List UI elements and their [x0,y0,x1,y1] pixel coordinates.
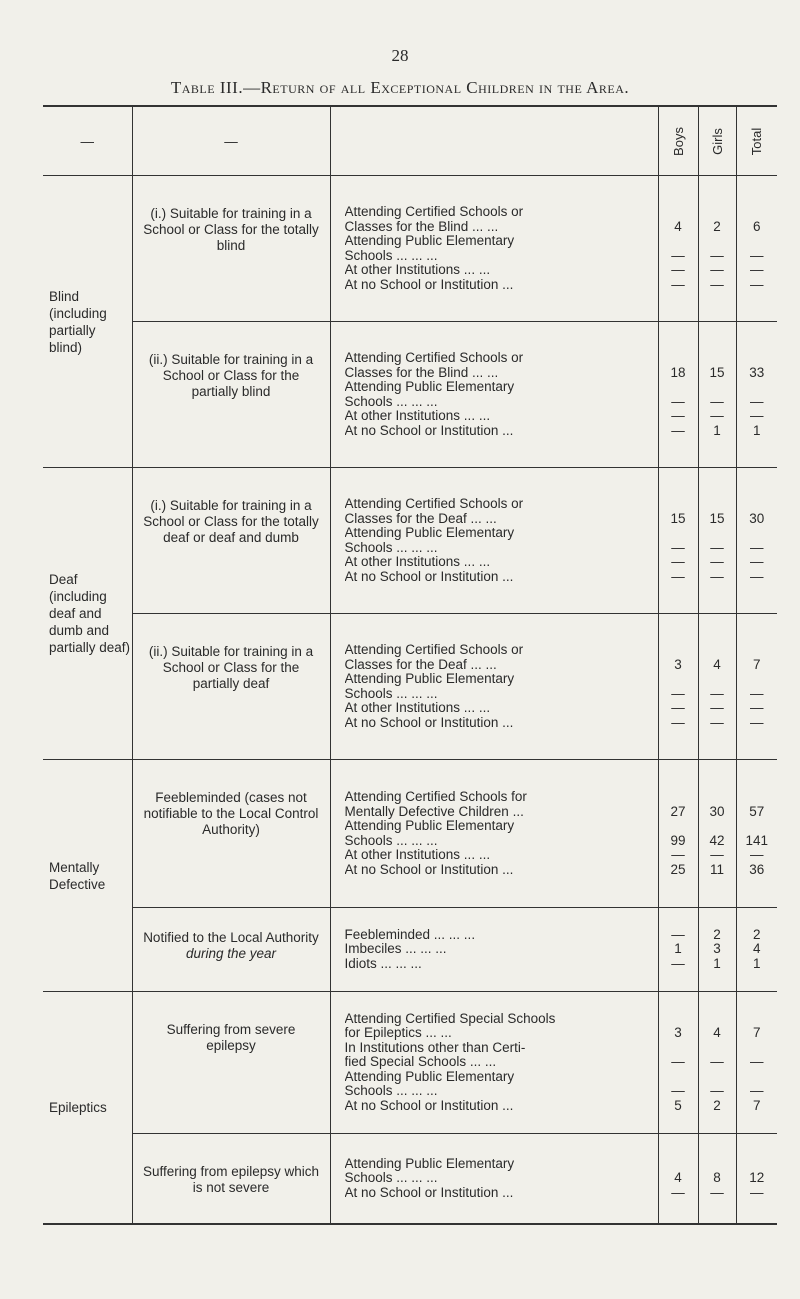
total-values [736,1134,777,1224]
descriptions [330,176,658,322]
boys-values [658,322,698,468]
girls-value: 4 [713,657,721,672]
boys-value: — [671,1055,685,1070]
group-row [43,992,777,1134]
spacer [737,234,778,249]
girls-value: 15 [709,365,725,380]
boys-value: — [671,569,685,584]
descriptions [330,614,658,760]
description-line: At no School or Institution ... [344,569,514,584]
spacer [659,790,698,805]
spacer [737,497,778,512]
boys-values [658,468,698,614]
girls-value: — [710,555,724,569]
spacer [737,205,778,220]
description-line: At other Institutions ... ... [344,555,491,569]
total-value: 6 [752,219,761,234]
girls-value: 2 [713,1098,721,1113]
total-value: 141 [745,833,769,848]
boys-value: 18 [670,365,686,380]
spacer [699,819,736,834]
total-value: — [750,263,764,277]
description-line: Schools ... ... ... [344,1171,438,1185]
spacer [659,1157,698,1172]
boys-value: 4 [674,219,682,234]
boys-value: — [671,1185,685,1200]
table-title [0,78,800,98]
description-line: Classes for the Blind ... ... [344,219,499,234]
girls-values [698,992,736,1134]
total-value: 1 [752,423,761,438]
girls-value: 11 [709,862,724,877]
boys-value: — [671,848,685,862]
boys-value: — [671,394,685,409]
spacer [699,790,736,805]
description-line: Attending Public Elementary [344,526,515,540]
girls-value: — [710,1084,724,1099]
girls-value: 8 [713,1171,721,1185]
boys-value: — [671,956,685,971]
spacer [699,526,736,541]
description-line: Attending Public Elementary [344,380,515,394]
boys-value: 1 [674,942,682,957]
group-row [43,760,777,908]
description-line: In Institutions other than Certi- [344,1040,526,1055]
total-value: — [750,686,764,701]
spacer [659,380,698,395]
girls-value: 1 [713,423,721,438]
spacer [659,526,698,541]
boys-values [658,614,698,760]
description-line: fied Special Schools ... ... [344,1055,497,1070]
boys-value: — [671,248,685,263]
total-values [736,908,777,992]
boys-values [658,760,698,908]
spacer [659,1070,698,1085]
total-value: — [750,1185,764,1200]
description-line: Classes for the Blind ... ... [344,365,499,380]
total-values [736,322,777,468]
total-value: — [750,1055,764,1070]
description-line: Attending Certified Schools or [344,351,524,365]
total-values [736,760,777,908]
boys-values [658,176,698,322]
spacer [699,672,736,687]
description-line: Attending Certified Schools or [344,643,524,657]
group-row [43,176,777,322]
girls-value: 1 [713,956,721,971]
spacer [737,1012,778,1027]
girls-values [698,176,736,322]
spacer [737,672,778,687]
boys-value: 27 [670,804,686,819]
total-value: 7 [752,1026,761,1041]
spacer [737,1041,778,1056]
spacer [699,205,736,220]
group-row [43,322,777,468]
description-line: Schools ... ... ... [344,394,438,409]
total-value: — [750,394,764,409]
boys-values [658,1134,698,1224]
description-line: At other Institutions ... ... [344,848,491,862]
boys-value: 3 [674,1026,682,1041]
description-line: Attending Public Elementary [344,672,515,686]
description-line: Mentally Defective Children ... [344,804,524,819]
exceptional-children-table [43,105,777,1225]
girls-value: 42 [709,833,725,848]
girls-value: 2 [713,927,721,942]
description-line: Schools ... ... ... [344,833,438,848]
group-row [43,614,777,760]
spacer [699,1070,736,1085]
total-value: 2 [752,927,761,942]
boys-value: — [671,555,685,569]
total-values [736,614,777,760]
boys-value: — [671,277,685,292]
descriptions [330,908,658,992]
description-line: At no School or Institution ... [344,715,514,730]
boys-value: — [671,263,685,277]
spacer [737,1070,778,1085]
subgroup-label: (ii.) Suitable for training in a School or Class for the partially deaf [132,614,330,760]
description-line: At other Institutions ... ... [344,701,491,715]
total-value: — [750,540,764,555]
girls-value: 30 [709,804,725,819]
spacer [699,1041,736,1056]
total-values [736,992,777,1134]
spacer [659,1012,698,1027]
boys-value: — [671,715,685,730]
girls-value: — [710,848,724,862]
description-line: Classes for the Deaf ... ... [344,511,497,526]
subgroup-label: Notified to the Local Authority during the year [132,908,330,992]
subgroup-label: Suffering from severe epilepsy [132,992,330,1134]
spacer [659,819,698,834]
category-mental: Mentally Defective [43,760,132,992]
total-values [736,176,777,322]
girls-values [698,468,736,614]
spacer [737,351,778,366]
description-line: Attending Public Elementary [344,234,515,248]
girls-values [698,614,736,760]
description-line: Classes for the Deaf ... ... [344,657,497,672]
description-line: Schools ... ... ... [344,248,438,263]
description-line: Idiots ... ... ... [344,956,422,971]
category-epileptic: Epileptics [43,992,132,1224]
subgroup-label: (i.) Suitable for training in a School or Class for the totally deaf or deaf and dumb [132,468,330,614]
description-line: At no School or Institution ... [344,423,514,438]
boys-value: — [671,1084,685,1099]
description-line: Attending Public Elementary [344,1069,515,1084]
description-line: Attending Certified Schools or [344,205,524,219]
total-value: 7 [752,1098,761,1113]
total-value: — [750,569,764,584]
total-value: — [750,555,764,569]
table-title-text: —Return of all Exceptional Children in the Area. [243,78,630,97]
spacer [699,234,736,249]
description-line: Attending Certified Schools or [344,497,524,511]
girls-value: 2 [713,219,721,234]
descriptions [330,322,658,468]
boys-value: 4 [674,1171,682,1185]
spacer [659,205,698,220]
description-line: Imbeciles ... ... ... [344,942,447,957]
header-total: Total [736,106,777,176]
boys-value: 3 [674,657,682,672]
spacer [659,643,698,658]
spacer [699,1012,736,1027]
total-value: — [750,701,764,715]
description-line: Attending Certified Schools for [344,790,527,804]
spacer [699,497,736,512]
girls-value: 3 [713,942,721,957]
girls-value: 4 [713,1026,721,1041]
header-col3 [330,106,658,176]
total-value: — [750,248,764,263]
header-col1: — [43,106,132,176]
spacer [737,526,778,541]
spacer [659,672,698,687]
description-line: Attending Public Elementary [344,819,515,833]
category-deaf: Deaf (including deaf and dumb and partially deaf) [43,468,132,760]
spacer [737,1157,778,1172]
total-value: 57 [749,804,765,819]
descriptions [330,1134,658,1224]
boys-value: — [671,540,685,555]
total-value: — [750,1084,764,1099]
total-value: — [750,277,764,292]
description-line: At no School or Institution ... [344,277,514,292]
description-line: Feebleminded ... ... ... [344,927,476,942]
girls-value: — [710,1055,724,1070]
subgroup-label-italic: during the year [185,946,277,961]
total-value: 1 [752,956,761,971]
boys-value: 15 [670,511,686,526]
total-value: — [750,848,764,862]
boys-value: — [671,701,685,715]
girls-value: — [710,394,724,409]
subgroup-label: (ii.) Suitable for training in a School or Class for the partially blind [132,322,330,468]
total-value: 4 [752,942,761,957]
boys-value: — [671,927,685,942]
spacer [659,234,698,249]
total-values [736,468,777,614]
girls-values [698,760,736,908]
descriptions [330,468,658,614]
spacer [737,790,778,805]
girls-value: — [710,248,724,263]
description-line: Attending Certified Special Schools [344,1011,556,1026]
descriptions [330,992,658,1134]
girls-value: — [710,263,724,277]
description-line: for Epileptics ... ... [344,1026,452,1041]
description-line: Attending Public Elementary [344,1156,515,1171]
girls-values [698,908,736,992]
header-col2: — [132,106,330,176]
girls-values [698,1134,736,1224]
description-line: Schools ... ... ... [344,686,438,701]
header-boys: Boys [658,106,698,176]
spacer [659,1041,698,1056]
boys-value: — [671,423,685,438]
boys-value: 5 [674,1098,682,1113]
total-value: 36 [749,862,765,877]
total-value: — [750,409,764,423]
description-line: At no School or Institution ... [344,1185,514,1200]
group-row [43,468,777,614]
group-row [43,908,777,992]
girls-value: — [710,701,724,715]
spacer [699,643,736,658]
boys-value: 25 [670,862,686,877]
header-girls: Girls [698,106,736,176]
girls-value: — [710,715,724,730]
girls-value: — [710,540,724,555]
page-number: 28 [391,46,409,65]
girls-value: — [710,1185,724,1200]
boys-values [658,908,698,992]
spacer [699,380,736,395]
girls-value: 15 [709,511,725,526]
description-line: At no School or Institution ... [344,1098,514,1113]
boys-value: — [671,686,685,701]
girls-value: — [710,569,724,584]
total-value: 12 [749,1171,765,1185]
spacer [737,643,778,658]
boys-values [658,992,698,1134]
girls-values [698,322,736,468]
subgroup-label: Feebleminded (cases not notifiable to the Local Control Authority) [132,760,330,908]
girls-value: — [710,409,724,423]
description-line: Schools ... ... ... [344,1084,438,1099]
boys-value: — [671,409,685,423]
spacer [659,497,698,512]
total-value: 30 [749,511,765,526]
spacer [737,380,778,395]
category-blind: Blind (including partially blind) [49,288,107,355]
spacer [699,1157,736,1172]
spacer [737,819,778,834]
total-value: 33 [749,365,765,380]
spacer [659,351,698,366]
group-row [43,1134,777,1224]
description-line: At other Institutions ... ... [344,409,491,423]
boys-value: 99 [670,833,686,848]
subgroup-label: (i.) Suitable for training in a School or Class for the totally blind [132,176,330,322]
table-title-label: Table III. [170,78,244,97]
header-row [43,106,777,176]
descriptions [330,760,658,908]
girls-value: — [710,686,724,701]
total-value: — [750,715,764,730]
description-line: At other Institutions ... ... [344,263,491,277]
girls-value: — [710,277,724,292]
total-value: 7 [752,657,761,672]
description-line: Schools ... ... ... [344,540,438,555]
description-line: At no School or Institution ... [344,862,514,877]
spacer [699,351,736,366]
subgroup-label: Suffering from epilepsy which is not severe [132,1134,330,1224]
